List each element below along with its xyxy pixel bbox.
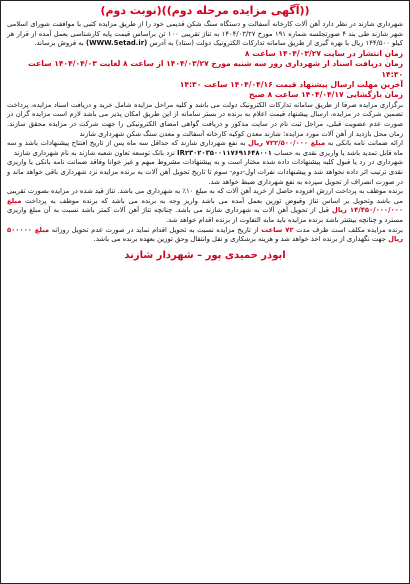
rights-paragraph: شهرداری در رد یا قبول کلیه پیشنهادات داده شده مختار است و به پیشنهادات مشروط مبهم و غیر خوانا وفاقد ضمانت نامه بانکی یا واریزی نقدی ترتیب اثر داده نخواهد شد و پیشنهادات نفرات اول-دوم- سوم تا تاریخ تحویل آهن آلات به برنده مزایده نزد شهرداری باقی خواهد ماند و در صورت انصراف از تحویل سپرده به نفع شهرداری ضبط خواهد شد. xyxy=(7,158,403,186)
intro-paragraph xyxy=(7,20,403,49)
deposit-paragraph xyxy=(7,139,403,158)
receive-documents-date: زمان دریافت اسناد از شهرداری روز سه شنبه مورخ ۱۴۰۴/۰۳/۲۷ از ساعت ۸ لغایت ۱۴۰۴/۰۴/۰۳ ساعت ۱۴:۳۰ xyxy=(28,59,403,79)
daily-penalty: مبلغ ۵۰۰۰۰۰ ریال xyxy=(7,225,403,244)
procedure-paragraph: برگزاری مزایده صرفا از طریق سامانه تدارکات الکترونیک دولت می باشد و کلیه مراحل مزایده شامل خرید و دریافت اسناد مزایده، پرداخت تضمین شرکت در مزایده، ارسال پیشنهاد قیمت اعلام به برنده در بستر سامانه از این طریق امکان پذیر می باشد لازم است مزایده گران در صورت عدم عضویت قبلی، مراحل ثبت نام در سایت مذکور و دریافت گواهی امضای الکترونیکی را جهت شرکت در مزایده محقق سازند. زمان محل بازدید از آهن آلات مورد مزایده: شازند معدن کوکیه کارخانه آسفالت و معدن سنگ شکن شهرداری شازند xyxy=(7,100,403,138)
intro-end-text: به فروش برساند. xyxy=(34,39,84,48)
notice-title: ((آگهی مزایده مرحله دوم))(نوبت دوم) xyxy=(100,4,310,17)
intro-text: شهرداری شازند در نظر دارد آهن آلات کارخانه آسفالت و دستگاه سنگ شکن قدیمی خود را از طریق مزایده کتبی با موافقت شورای اسلامی شهر شازند طی بند ۴ صورتجلسه شماره ۱۹۱ مورخ ۱۴۰۴/۰۳/۲۷ به تناژ تقریبی ۱۰۰ تن براساس قیمت پایه کارشناسی بعمل آمده از قرار هر کیلو ۱۴۴/۵۰۰ ریال با بهره گیری از طریق سامانه تدارکات الکترونیک دولت (ستاد) به آدرس xyxy=(7,20,404,48)
mayor-signature: ابوذر حمیدی پور – شهردار شازند xyxy=(124,249,286,261)
website-link[interactable]: (WWW.Setad.ir) xyxy=(85,39,148,48)
submission-deadline: آخرین مهلت ارسال پیشنهاد قیمت ۱۴۰۴/۰۴/۱۶ ساعت ۱۴:۳۰ xyxy=(179,80,403,89)
payment-text-a: برنده موظف به پرداخت ارزش افزوده حاصل از خرید آهن آلات که به مبلغ ۱۰٪ به شهرداری می باشد. تناژ قید شده در مزایده بصورت تقریبی می باشد وتحویل بر اساس تناژ وقیوض توزین بعمل آمده می باشد واریز وجه به برنده می باشد که برنده موظف به پرداخت xyxy=(7,187,404,205)
delivery-text-c: جهت نگهداری از برنده اخذ خواهد شد و هزینه برشکاری و نقل وانتقال وحق توزین بعهده برنده می باشد. xyxy=(93,235,386,244)
deposit-text-c: نزد بانک توسعه تعاون شعبه شازند به نام شهرداری شازند xyxy=(13,148,175,157)
delivery-text-b: از تاریخ مزایده نسبت به تحویل اقدام نماید در صورت عدم تحویل روزانه xyxy=(51,225,259,234)
publish-date: زمان انتشار در سایت ۱۴۰۴/۰۳/۲۷ ساعت ۸ xyxy=(244,48,403,58)
delivery-text-a: برنده مزایده مکلف است ظرف مدت xyxy=(296,225,403,234)
payment-amount: مبلغ ۱۴/۴۵۰/۰۰۰/۰۰۰ ریال xyxy=(7,196,404,215)
payment-text-b: قبل از تحویل آهن آلات به شهرداری شازند می باشد. چنانچه تناژ آهن آلات کمتر باشد نسبت به آن مبلغ واریزی مسترد و چنانچه بیشتر باشد برنده مزایده باید مابه التفاوت از برنده اقدام خواهد شد. xyxy=(7,206,403,224)
payment-paragraph xyxy=(7,187,403,225)
deposit-text-a: ارائه ضمانت نامه بانکی به xyxy=(327,139,403,148)
account-number: IR۲۳۰۲۰۳۵۰۰۱۱۷۶۹۱۶۴۸۰۰۱ xyxy=(177,148,272,157)
delivery-hours: ۷۲ ساعت xyxy=(261,225,294,234)
deposit-text-b: به نفع شهرداری شازند که حداقل سه ماه پس از تاریخ افتتاح پیشنهادات باشد و سه ماه قابل تمدید باشد یا واریزی نقدی به حساب xyxy=(7,139,403,157)
opening-date: زمان بازگشایی ۱۴۰۴/۰۴/۱۷ ساعت ۸ صبح xyxy=(249,90,403,100)
deposit-amount: مبلغ ۷۲۲/۵۰۰/۰۰۰ ریال xyxy=(248,139,326,148)
delivery-paragraph xyxy=(7,226,403,245)
